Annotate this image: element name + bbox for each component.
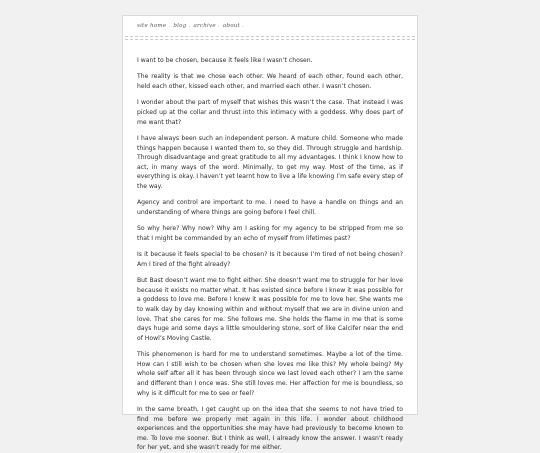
post-body xyxy=(123,40,417,453)
nav-link-blog[interactable]: blog xyxy=(173,23,187,29)
post-paragraph: The reality is that we chose each other. We heard of each other, found each other, held each other, kissed each other, and married each other. I wasn’t chosen. xyxy=(137,73,403,90)
post-page xyxy=(122,15,418,452)
post-paragraph: But Bast doesn’t want me to fight either. She doesn’t want me to struggle for her love because it exists no matter what. It has existed since before I knew it was possible for a goddess to love me. Before I knew it was possible for me to love her. She wants me to walk day by day knowing within and without myself that we are in divine union and love. That she cares for me. She follows me. She holds the flame in me that is some days huge and some days a little smouldering stone, sort of like Calcifer near the end of Howl’s Moving Castle. xyxy=(137,277,403,342)
nav-separator: . xyxy=(188,23,191,29)
post-paragraph: This phenomenon is hard for me to understand sometimes. Maybe a lot of the time. How can I still wish to be chosen when she loves me like this? My whole being? My whole self after all it has been through since we last loved each other? I am the same and different than I once was. She still loves me. Her affection for me is boundless, so why is it difficult for me to see or feel? xyxy=(137,351,403,397)
post-paragraph: I want to be chosen, because it feels like I wasn’t chosen. xyxy=(137,57,313,64)
nav-separator: . xyxy=(168,23,171,29)
post-paragraph: I have always been such an independent person. A mature child. Someone who made things happen because I wanted them to, so they did. Through struggle and hardship. Through disadvantage and great gratitude to all my advantages. I think I know how to act, in many ways of the word. Minimally, to get my way. Most of the time, as if everything is okay. I haven’t yet learnt how to live a life knowing I’m safe every step of the way. xyxy=(137,134,403,190)
post-paragraph: I wonder about the part of myself that wishes this wasn’t the case. That instead I was picked up at the collar and thrust into this intimacy with a goddess. Why does part of me want that? xyxy=(137,99,403,126)
nav-link-archive[interactable]: archive xyxy=(193,23,216,29)
post-paragraph: So why here? Why now? Why am I asking for my agency to be stripped from me so that I might be commanded by an echo of myself from lifetimes past? xyxy=(137,225,403,242)
post-paragraph: Is it because it feels special to be chosen? Is it because I’m tired of not being chosen? Am I tired of the fight already? xyxy=(137,251,403,268)
post-paragraph: In the same breath, I get caught up on the idea that she seems to not have tried to find me before we properly met again in this life. I wonder about childhood experiences and the opportunities she may have had previously to become known to me. To love me sooner. But I think as well, I already know the answer. I wasn’t ready for her yet, and she wasn’t ready for me either. xyxy=(137,405,403,452)
nav-separator: . xyxy=(217,23,220,29)
nav-link-about[interactable]: about xyxy=(222,23,241,29)
top-navigation xyxy=(125,16,415,37)
nav-link-site-home[interactable]: site home xyxy=(137,23,167,29)
nav-separator: . xyxy=(242,23,244,29)
post-paragraph: Agency and control are important to me. I need to have a handle on things and an understanding of where things are going before I feel chill. xyxy=(137,199,403,216)
